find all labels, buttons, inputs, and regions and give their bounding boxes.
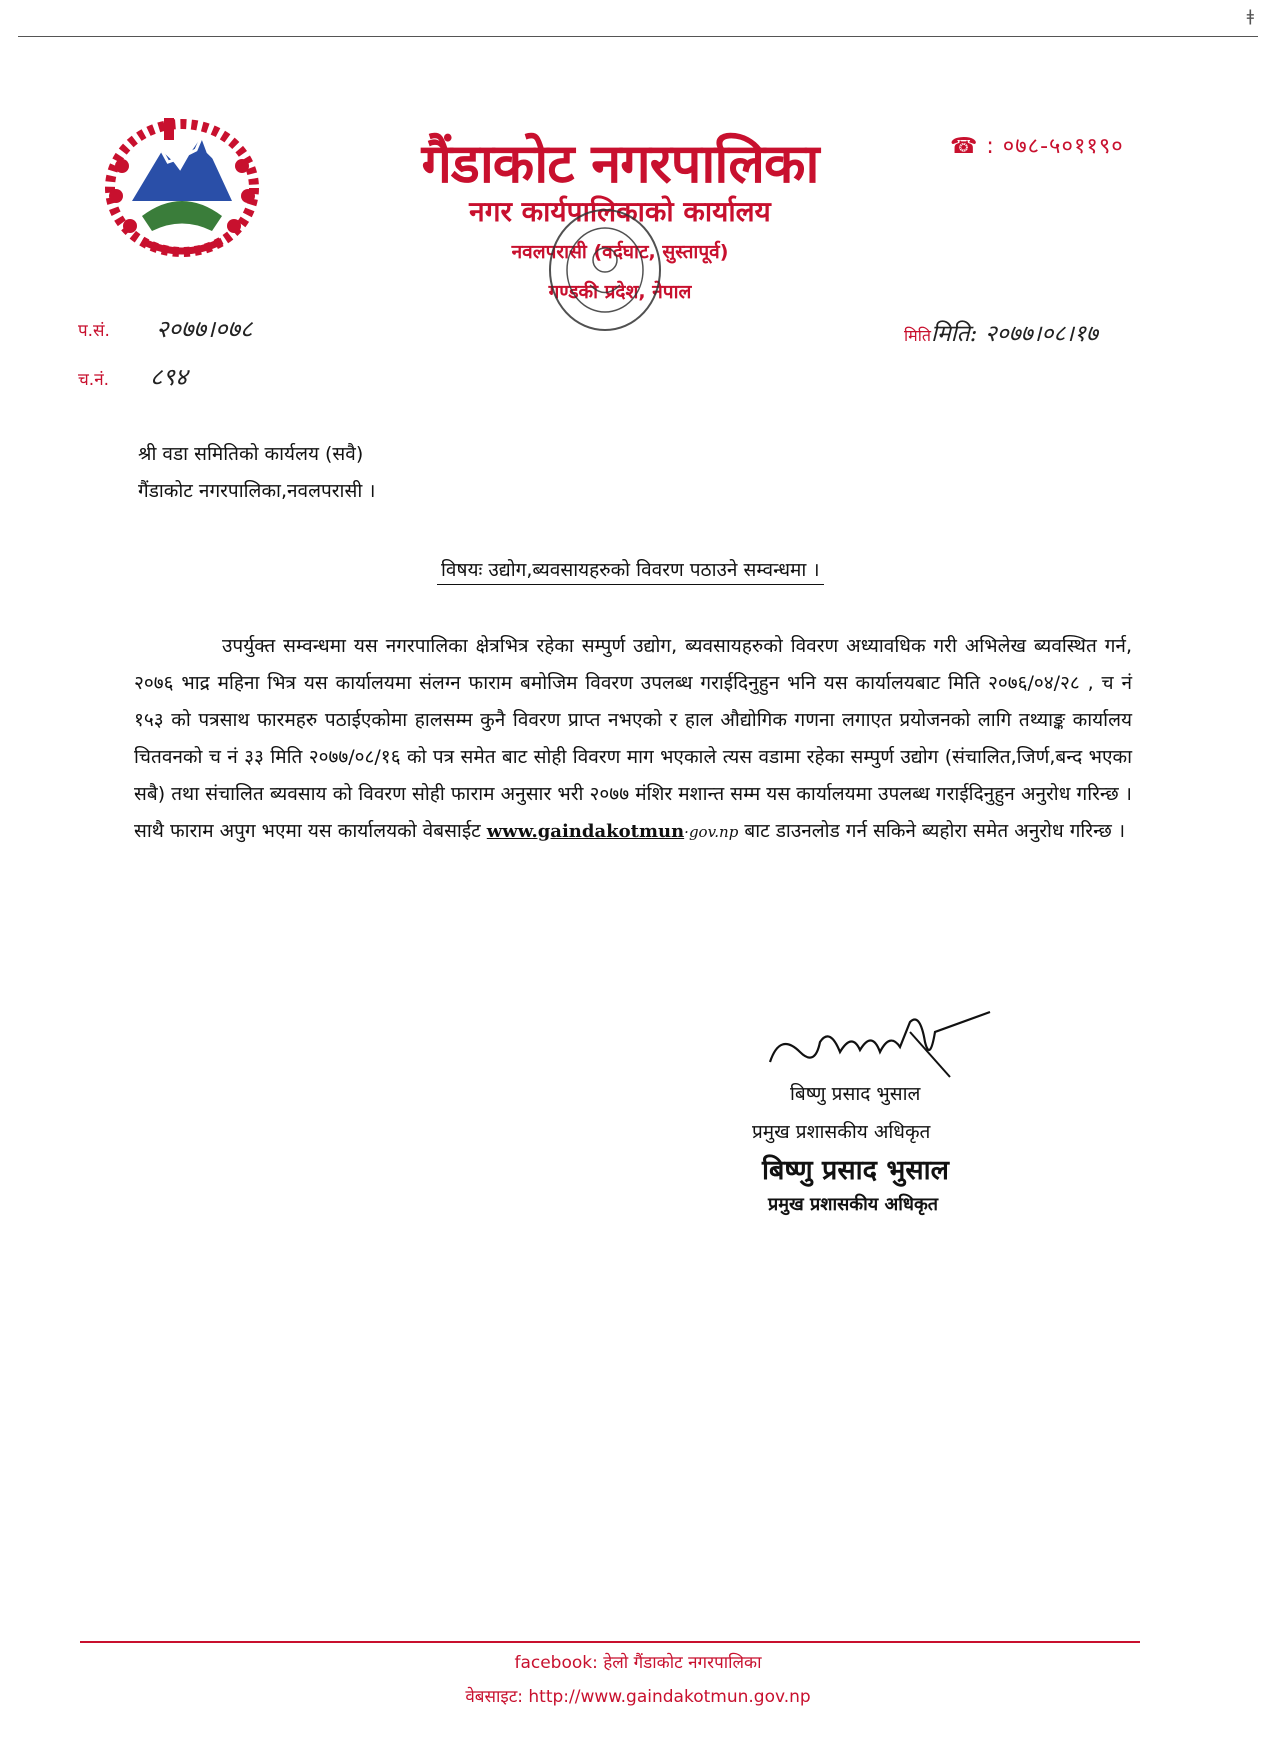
municipality-title: गैंडाकोट नगरपालिका xyxy=(421,132,819,195)
phone-number: ☎ : ०७८-५०११९० xyxy=(950,134,1124,159)
signatory-stamp-title: प्रमुख प्रशासकीय अधिकृत xyxy=(768,1194,939,1215)
date-value: मिति: २०७७।०८।१७ xyxy=(930,321,1098,347)
website-link[interactable]: www.gaindakotmun xyxy=(486,821,685,842)
body-text-end: बाट डाउनलोड गर्न सकिने ब्यहोरा समेत अनुरोध गरिन्छ । xyxy=(738,820,1126,842)
office-province: गण्डकी प्रदेश, नेपाल xyxy=(548,281,692,303)
corner-mark: ǂ xyxy=(1246,6,1254,25)
nepal-emblem-icon xyxy=(92,106,272,266)
ps-label: प.सं. xyxy=(78,321,110,341)
cn-label: च.नं. xyxy=(78,370,110,390)
subject-line: विषयः उद्योग,ब्यवसायहरुको विवरण पठाउने सम्वन्धमा । xyxy=(437,556,824,585)
signatory-title: प्रमुख प्रशासकीय अधिकृत xyxy=(752,1121,931,1143)
date-block xyxy=(904,316,1098,348)
letter-body xyxy=(134,628,1132,851)
website-handwritten-suffix: ·gov.np xyxy=(684,823,739,841)
top-border-line xyxy=(18,36,1258,37)
footer-facebook: facebook: हेलो गैंडाकोट नगरपालिका xyxy=(514,1653,762,1673)
footer-website[interactable]: वेबसाइट: http://www.gaindakotmun.gov.np xyxy=(465,1687,811,1707)
office-subtitle: नगर कार्यपालिकाको कार्यालय xyxy=(469,195,771,228)
ps-value: २०७७।०७८ xyxy=(156,315,253,343)
cn-value: ८९४ xyxy=(150,363,188,391)
recipient-line-2: गैंडाकोट नगरपालिका,नवलपरासी । xyxy=(138,480,376,502)
office-stamp-icon xyxy=(520,200,690,350)
signatory-stamp-name: बिष्णु प्रसाद भुसाल xyxy=(762,1155,949,1186)
body-text: उपर्युक्त सम्वन्धमा यस नगरपालिका क्षेत्रभित्र रहेका सम्पुर्ण उद्योग, ब्यवसायहरुको विवरण अध्यावधिक गरी अभिलेख ब्यवस्थित गर्न, २०७६ भाद्र महिना भित्र यस कार्यालयमा संलग्न फाराम बमोजिम विवरण उपलब्ध गराईदिनुहुन भनि यस कार्यालयबाट मिति २०७६/०४/२८ , च नं १५३ को पत्रसाथ फारमहरु पठाईएकोमा हालसम्म कुनै विवरण प्राप्त नभएको र हाल औद्योगिक गणना लगाएत प्रयोजनको लागि तथ्याङ्क कार्यालय चितवनको च नं ३३ मिति २०७७/०८/१६ को पत्र समेत बाट सोही विवरण माग भएकाले त्यस वडामा रहेका सम्पुर्ण उद्योग (संचालित,जिर्ण,बन्द भएका सबै) तथा संचालित ब्यवसाय को विवरण सोही फाराम अनुसार भरी २०७७ मंशिर मशान्त सम्म यस कार्यालयमा उपलब्ध गराईदिनुहुन अनुरोध गरिन्छ । साथै फाराम अपुग भएमा यस कार्यालयको वेबसाईट xyxy=(134,635,1132,842)
office-address: नवलपरासी (वर्दघाट, सुस्तापूर्व) xyxy=(511,241,729,263)
footer-divider xyxy=(80,1641,1140,1643)
recipient-line-1: श्री वडा समितिको कार्यलय (सवै) xyxy=(138,443,364,465)
signatory-name: बिष्णु प्रसाद भुसाल xyxy=(790,1083,921,1105)
body-paragraph xyxy=(134,628,1132,851)
signature-icon xyxy=(760,1002,1010,1082)
date-label: मिति xyxy=(904,326,931,345)
